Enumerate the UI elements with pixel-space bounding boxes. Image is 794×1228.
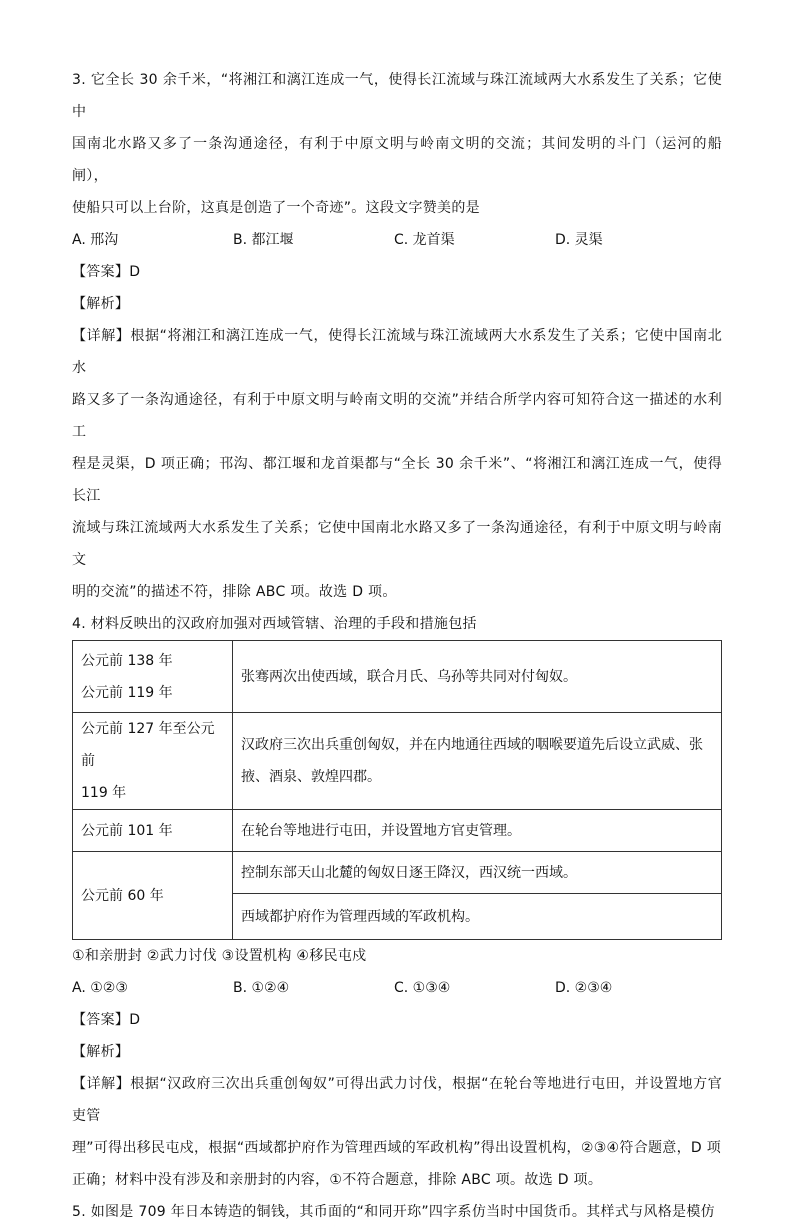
q4-option-a: A. ①②③	[72, 980, 128, 996]
q3-analysis-label: 【解析】	[72, 296, 130, 312]
table-date-cell	[73, 641, 233, 713]
q4-options	[72, 972, 722, 1004]
q3-detail-4: 流域与珠江流域两大水系发生了关系；它使中国南北水路又多了一条沟通途径，有利于中原文明与岭南文	[72, 520, 722, 568]
q3-option-d: D. 灵渠	[555, 232, 603, 248]
table-row	[73, 713, 722, 810]
q3-detail-1: 【详解】根据“将湘江和漓江连成一气，使得长江流域与珠江流域两大水系发生了关系；它使中国南北水	[72, 328, 722, 376]
q3-option-c: C. 龙首渠	[394, 232, 455, 248]
table-date-cell: 公元前 101 年	[73, 810, 233, 852]
q3-detail-5: 明的交流”的描述不符，排除 ABC 项。故选 D 项。	[72, 584, 397, 600]
table-row	[73, 641, 722, 713]
q4-option-b: B. ①②④	[233, 980, 290, 996]
table-event-cell: 在轮台等地进行屯田，并设置地方官吏管理。	[233, 810, 722, 852]
q4-option-c: C. ①③④	[394, 980, 451, 996]
q3-detail-2: 路又多了一条沟通途径，有利于中原文明与岭南文明的交流”并结合所学内容可知符合这一描述的水利工	[72, 392, 722, 440]
date-line: 公元前 119 年	[81, 684, 173, 701]
table-date-cell	[73, 713, 233, 810]
q4-detail-2: 理”可得出移民屯戍，根据“西域都护府作为管理西域的军政机构”得出设置机构，②③④符合题意，D 项	[72, 1140, 722, 1156]
date-line: 公元前 138 年	[81, 652, 173, 669]
q3-answer: 【答案】D	[72, 264, 141, 280]
q4-detail-3: 正确；材料中没有涉及和亲册封的内容，①不符合题意，排除 ABC 项。故选 D 项。	[72, 1172, 603, 1188]
q3-line-2: 国南北水路又多了一条沟通途径，有利于中原文明与岭南文明的交流；其间发明的斗门（运河的船闸），	[72, 136, 722, 184]
q4-detail-1: 【详解】根据“汉政府三次出兵重创匈奴”可得出武力讨伐，根据“在轮台等地进行屯田，并设置地方官吏管	[72, 1076, 722, 1124]
table-row	[73, 810, 722, 852]
q4-option-d: D. ②③④	[555, 980, 613, 996]
q3-option-a: A. 邢沟	[72, 232, 119, 248]
date-line: 119 年	[81, 785, 127, 801]
q3-options	[72, 224, 722, 256]
table-event-cell: 控制东部天山北麓的匈奴日逐王降汉，西汉统一西域。	[233, 852, 722, 894]
table-event-cell: 西域都护府作为管理西域的军政机构。	[233, 894, 722, 940]
q3-detail-3: 程是灵渠，D 项正确；邗沟、都江堰和龙首渠都与“全长 30 余千米”、“将湘江和漓江连成一气，使得长江	[72, 456, 722, 504]
q3-line-3: 使船只可以上台阶，这真是创造了一个奇迹”。这段文字赞美的是	[72, 200, 480, 216]
q4-analysis-label: 【解析】	[72, 1044, 130, 1060]
q3-line-1: 3. 它全长 30 余千米，“将湘江和漓江连成一气，使得长江流域与珠江流域两大水系发生了关系；它使中	[72, 72, 722, 120]
q5-stem: 5. 如图是 709 年日本铸造的铜钱，其币面的“和同开珎”四字系仿当时中国货币。其样式与风格是模仿	[72, 1204, 715, 1220]
q3-option-b: B. 都江堰	[233, 232, 294, 248]
table-event-cell: 汉政府三次出兵重创匈奴，并在内地通往西域的咽喉要道先后设立武威、张掖、酒泉、敦煌四郡。	[233, 713, 722, 810]
table-row	[73, 852, 722, 894]
date-line: 公元前 127 年至公元前	[81, 721, 215, 769]
q4-material-table	[72, 640, 722, 940]
q4-stem: 4. 材料反映出的汉政府加强对西域管辖、治理的手段和措施包括	[72, 616, 477, 632]
table-event-cell: 张骞两次出使西域，联合月氏、乌孙等共同对付匈奴。	[233, 641, 722, 713]
question-3	[72, 64, 722, 608]
document-page	[72, 64, 722, 1228]
question-4	[72, 608, 722, 1196]
q4-answer: 【答案】D	[72, 1012, 141, 1028]
question-5	[72, 1196, 722, 1228]
q4-choices-line: ①和亲册封 ②武力讨伐 ③设置机构 ④移民屯戍	[72, 948, 367, 964]
table-date-cell: 公元前 60 年	[73, 852, 233, 940]
